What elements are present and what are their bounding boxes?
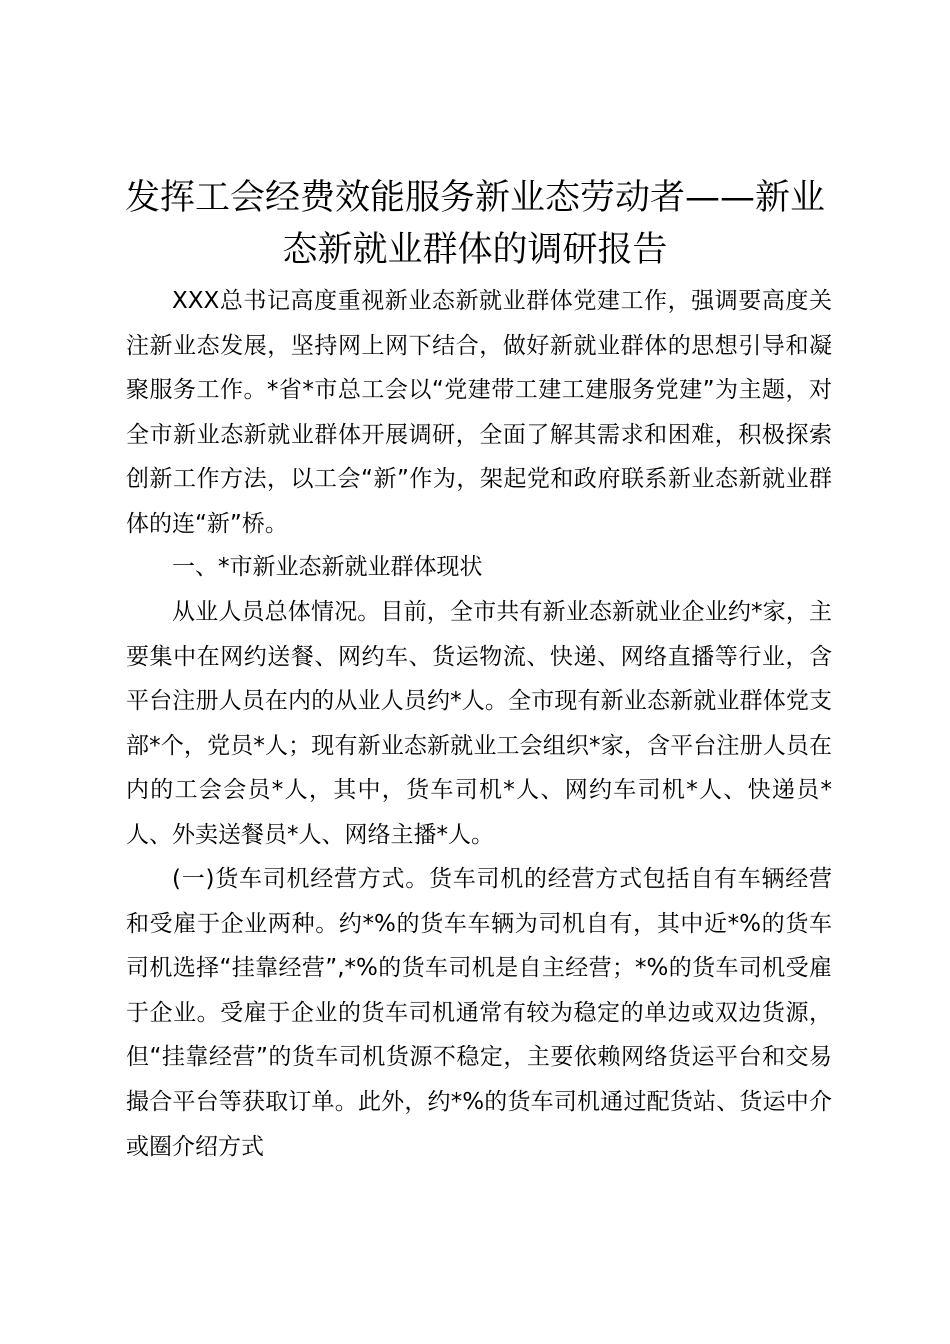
overview-paragraph: 从业人员总体情况。目前，全市共有新业态新就业企业约*家，主要集中在网约送餐、网约车、货运物流、快递、网络直播等行业，含平台注册人员在内的从业人员约*人。全市现有新业态新就业群体党支部*个，党员*人；现有新业态新就业工会组织*家，含平台注册人员在内的工会会员*人，其中，货车司机*人、网约车司机*人、快递员*人、外卖送餐员*人、网络主播*人。 bbox=[126, 599, 832, 848]
section-heading-block bbox=[126, 545, 832, 590]
document-title: 发挥工会经费效能服务新业态劳动者——新业态新就业群体的调研报告 bbox=[124, 178, 825, 270]
truck-driver-paragraph: (一)货车司机经营方式。货车司机的经营方式包括自有车辆经营和受雇于企业两种。约*%的货车车辆为司机自有，其中近*%的货车司机选择“挂靠经营”,*%的货车司机是自主经营；*%的货车司机受雇于企业。受雇于企业的货车司机通常有较为稳定的单边或双边货源，但“挂靠经营”的货车司机货源不稳定，主要依赖网络货运平台和交易撮合平台等获取订单。此外，约*%的货车司机通过配货站、货运中介或圈介绍方式 bbox=[126, 866, 832, 1160]
intro-paragraph-block bbox=[126, 279, 832, 547]
intro-paragraph: XXX总书记高度重视新业态新就业群体党建工作，强调要高度关注新业态发展，坚持网上网下结合，做好新就业群体的思想引导和凝聚服务工作。*省*市总工会以“党建带工建工建服务党建”为主题，对全市新业态新就业群体开展调研，全面了解其需求和困难，积极探索创新工作方法，以工会“新”作为，架起党和政府联系新业态新就业群体的连“新”桥。 bbox=[126, 288, 832, 537]
section-heading-1: 一、*市新业态新就业群体现状 bbox=[172, 554, 483, 580]
overview-paragraph-block bbox=[126, 590, 832, 858]
truck-driver-paragraph-block bbox=[126, 857, 832, 1169]
